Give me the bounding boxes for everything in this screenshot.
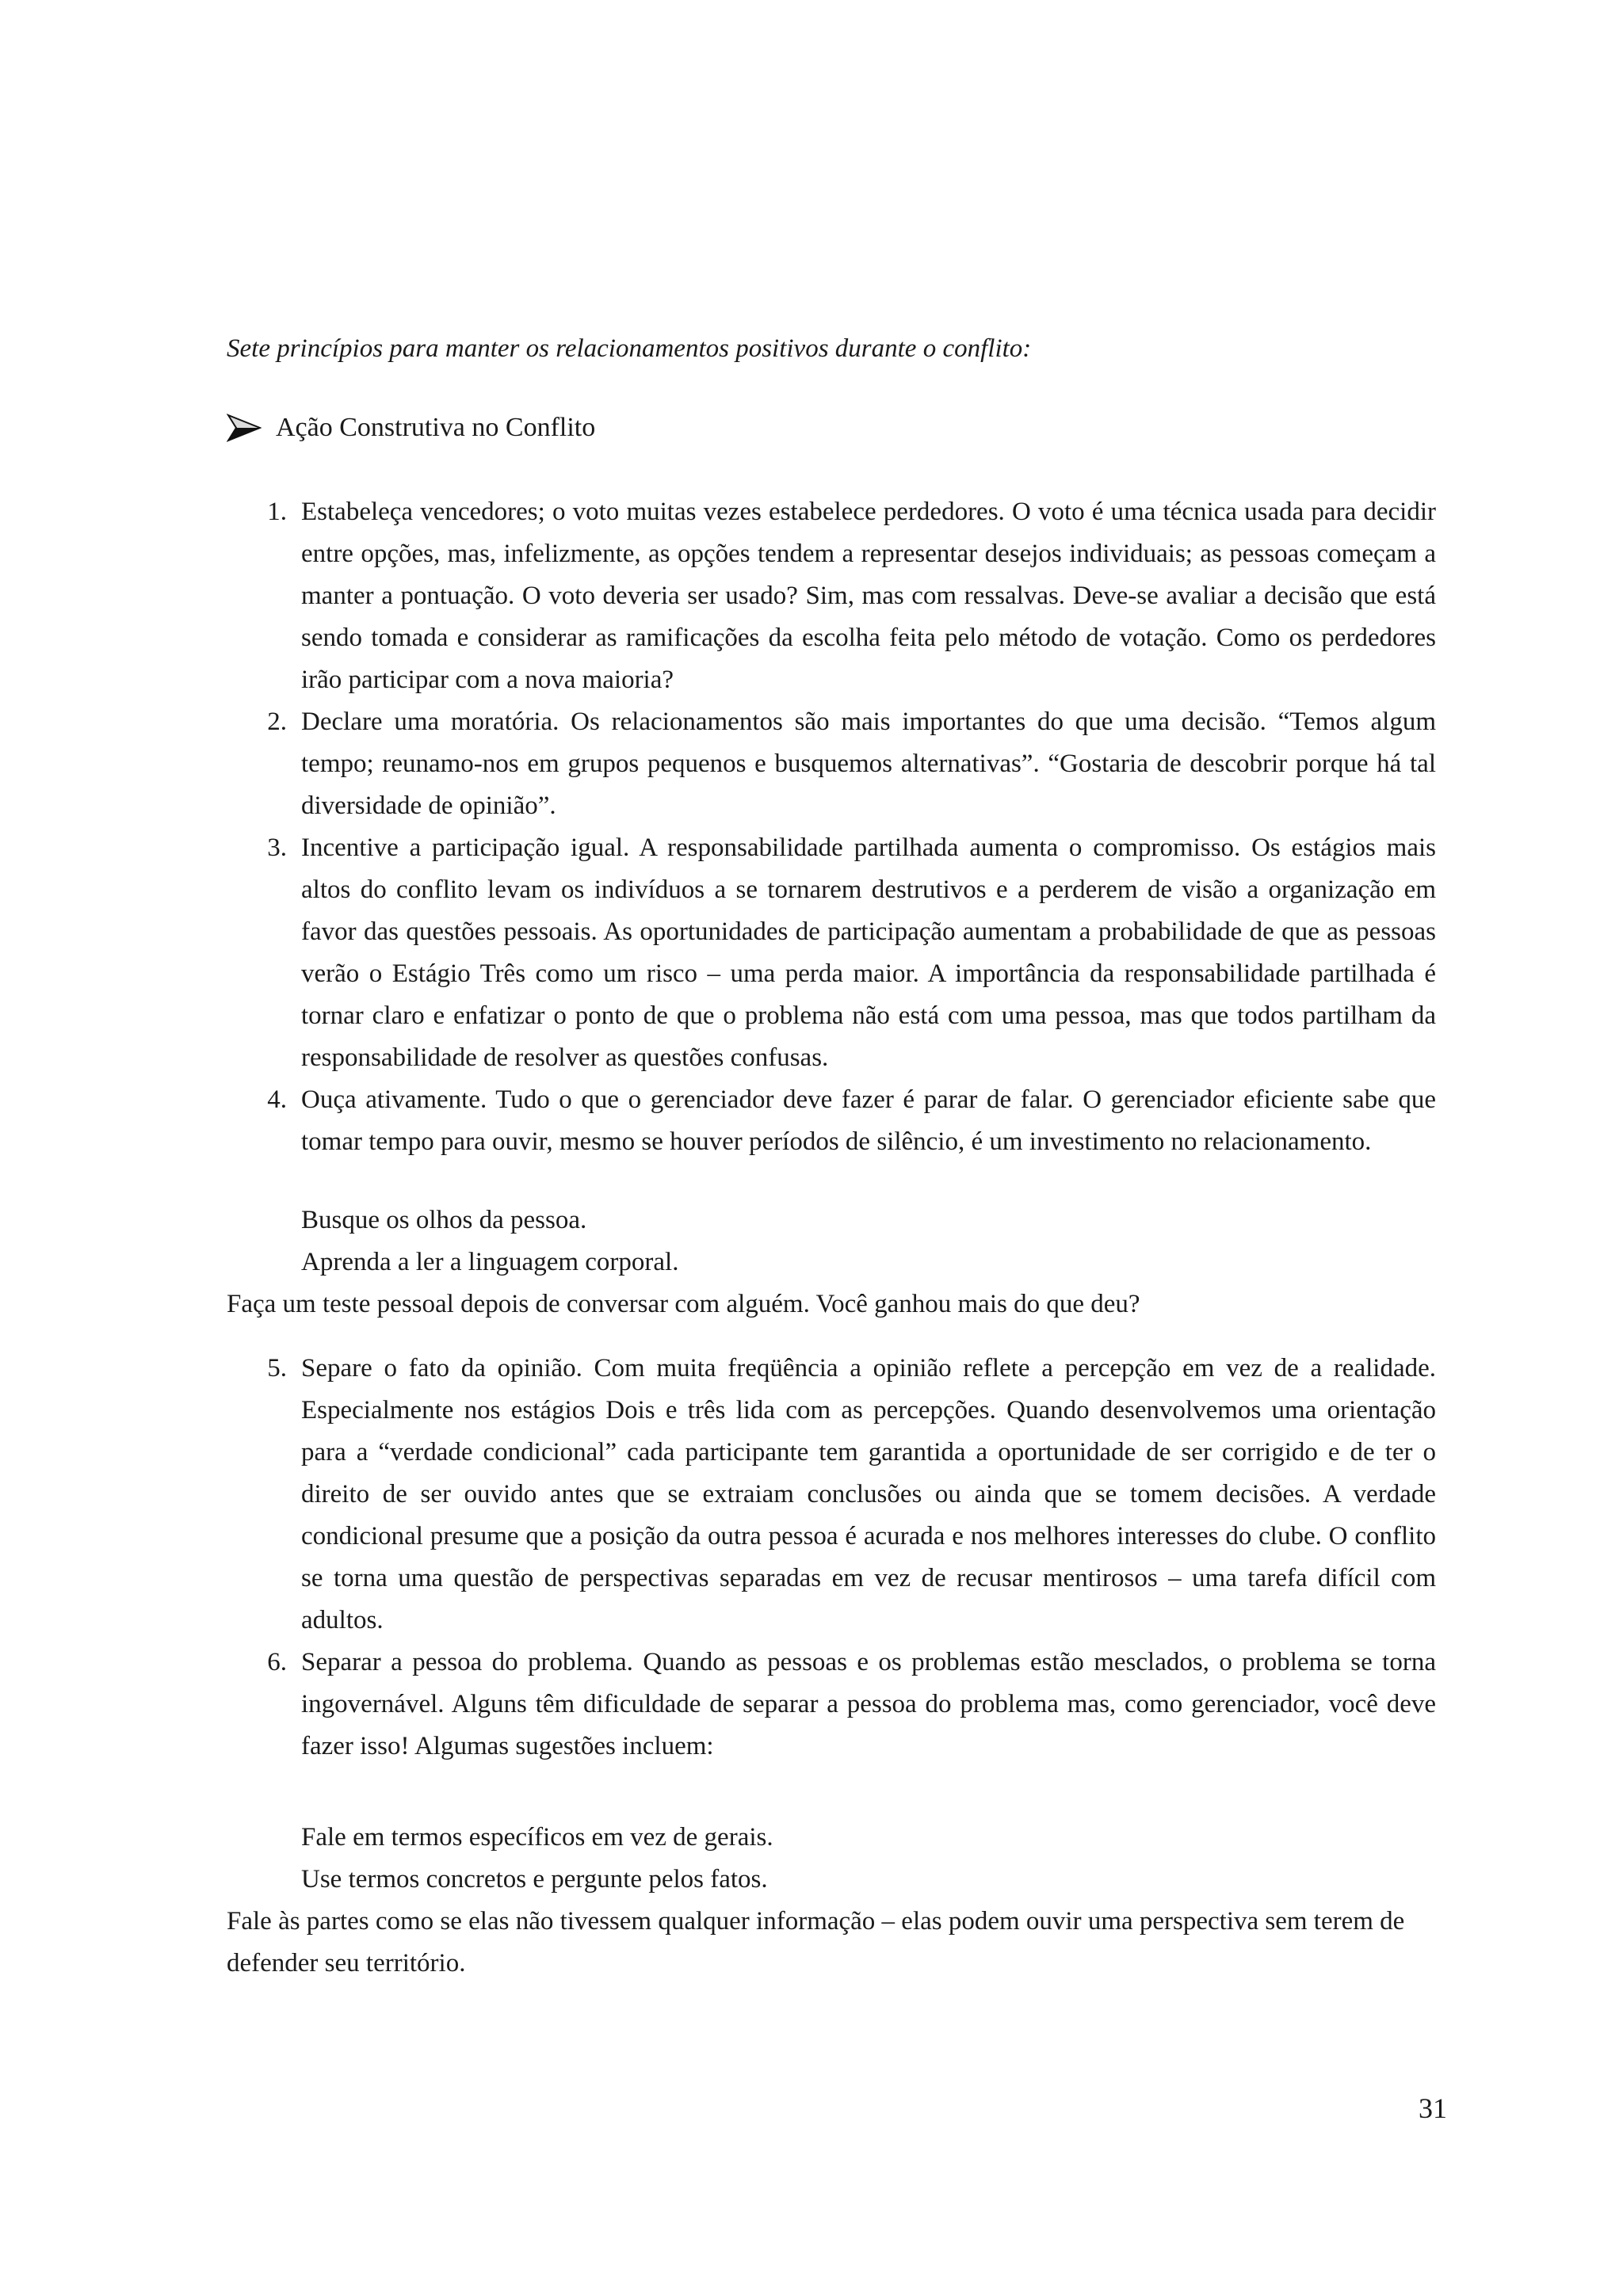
list-item	[255, 1642, 1436, 1768]
tip-line: Aprenda a ler a linguagem corporal.	[301, 1248, 679, 1276]
list-item	[255, 827, 1436, 1079]
list-item	[255, 1348, 1436, 1642]
section-heading: Sete princípios para manter os relacionamentos positivos durante o conflito:	[227, 334, 1032, 363]
bullet-heading-text: Ação Construtiva no Conflito	[276, 413, 596, 442]
item-text: Separar a pessoa do problema. Quando as pessoas e os problemas estão mesclados, o problema se torna ingovernável. Alguns têm dificuldade de separar a pessoa do problema mas, como gerenciador, você deve fazer isso! Algumas sugestões incluem:	[301, 1648, 1436, 1760]
item-text: Estabeleça vencedores; o voto muitas vezes estabelece perdedores. O voto é uma técnica usada para decidir entre opções, mas, infelizmente, as opções tendem a representar desejos individuais; as pessoas começam a manter a pontuação. O voto deveria ser usado? Sim, mas com ressalvas. Deve-se avaliar a decisão que está sendo tomada e considerar as ramificações da escolha feita pelo método de votação. Como os perdedores irão participar com a nova maioria?	[301, 498, 1436, 694]
item-number: 3.	[267, 833, 287, 862]
list-item	[255, 491, 1436, 701]
note-paragraph: Fale às partes como se elas não tivessem qualquer informação – elas podem ouvir uma perspectiva sem terem de defender seu território.	[227, 1907, 1405, 1978]
list-item	[255, 1079, 1436, 1163]
tip-line: Fale em termos específicos em vez de gerais.	[301, 1823, 773, 1852]
item-text: Incentive a participação igual. A responsabilidade partilhada aumenta o compromisso. Os estágios mais altos do conflito levam os indivíduos a se tornarem destrutivos e a perderem de visão a organização em favor das questões pessoais. As oportunidades de participação aumentam a probabilidade de que as pessoas verão o Estágio Três como um risco – uma perda maior. A importância da responsabilidade partilhada é tornar claro e enfatizar o ponto de que o problema não está com uma pessoa, mas que todos partilham da responsabilidade de resolver as questões confusas.	[301, 833, 1436, 1072]
item-text: Ouça ativamente. Tudo o que o gerenciador deve fazer é parar de falar. O gerenciador eficiente sabe que tomar tempo para ouvir, mesmo se houver períodos de silêncio, é um investimento no relacionamento.	[301, 1085, 1436, 1156]
item-number: 4.	[267, 1085, 287, 1114]
item-number: 6.	[267, 1648, 287, 1676]
bullet-heading	[227, 404, 595, 452]
item-number: 5.	[267, 1354, 287, 1383]
note-paragraph: Faça um teste pessoal depois de conversar com alguém. Você ganhou mais do que deu?	[227, 1290, 1140, 1318]
principles-list-part-2	[255, 1348, 1436, 1768]
item-text: Separe o fato da opinião. Com muita freqüência a opinião reflete a percepção em vez de a realidade. Especialmente nos estágios Dois e três lida com as percepções. Quando desenvolvemos uma orientação para a “verdade condicional” cada participante tem garantida a oportunidade de ser corrigido e de ter o direito de ser ouvido antes que se extraiam conclusões ou ainda que se tomem decisões. A verdade condicional presume que a posição da outra pessoa é acurada e nos melhores interesses do clube. O conflito se torna uma questão de perspectivas separadas em vez de recusar mentirosos – uma tarefa difícil com adultos.	[301, 1354, 1436, 1634]
item-text: Declare uma moratória. Os relacionamentos são mais importantes do que uma decisão. “Temos algum tempo; reunamo-nos em grupos pequenos e busquemos alternativas”. “Gostaria de descobrir porque há tal diversidade de opinião”.	[301, 707, 1436, 820]
page-number: 31	[1419, 2092, 1447, 2124]
arrow-bullet-icon	[227, 410, 262, 445]
principles-list-part-1	[255, 491, 1436, 1163]
item-number: 1.	[267, 498, 287, 526]
list-item	[255, 701, 1436, 827]
tip-line: Use termos concretos e pergunte pelos fatos.	[301, 1865, 768, 1894]
tip-line: Busque os olhos da pessoa.	[301, 1206, 587, 1234]
item-number: 2.	[267, 707, 287, 736]
